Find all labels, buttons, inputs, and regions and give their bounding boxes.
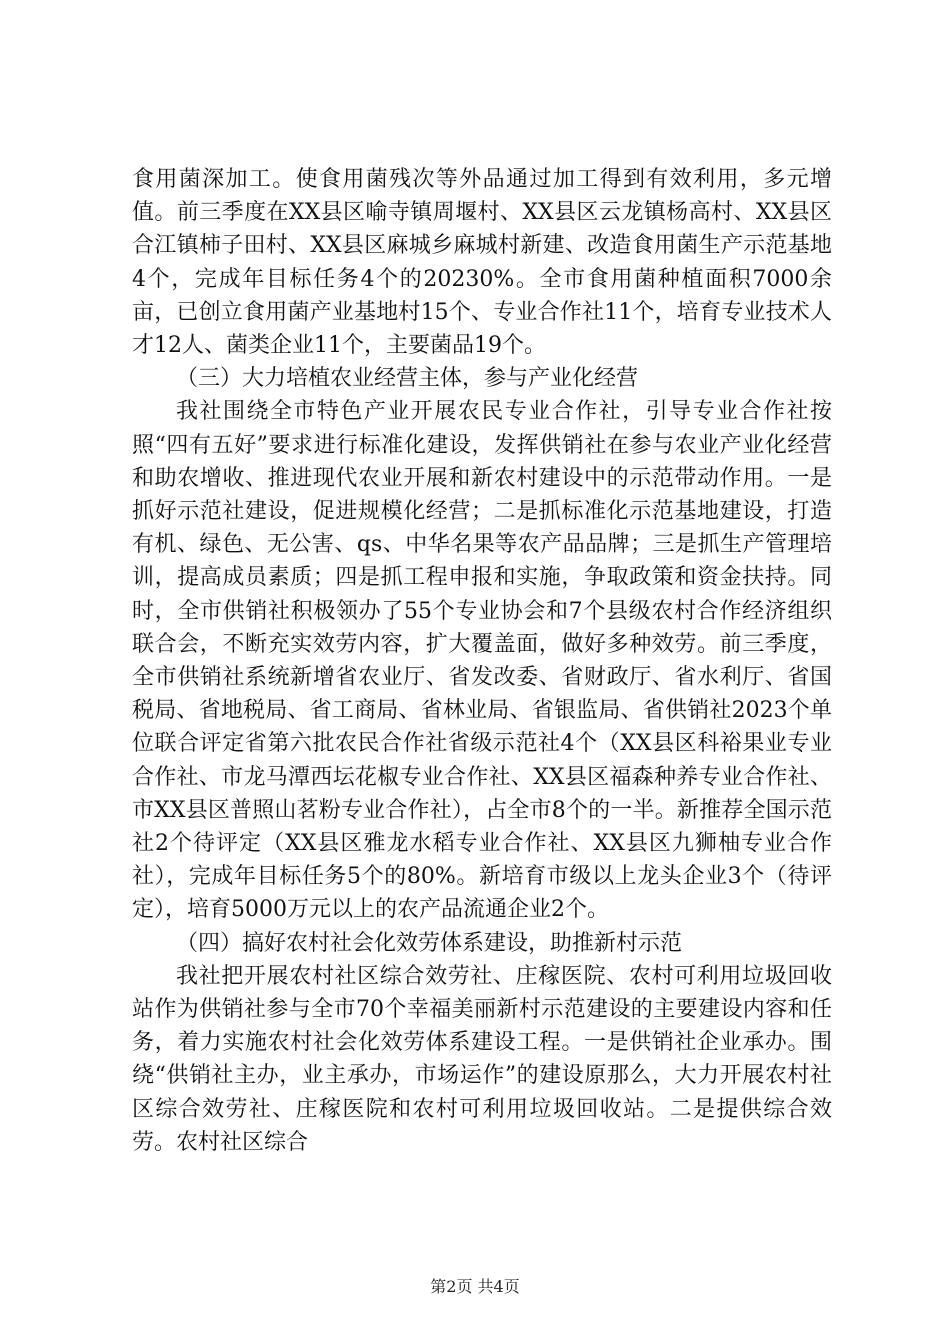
paragraph-cooperatives: 我社围绕全市特色产业开展农民专业合作社，引导专业合作社按照“四有五好”要求进行标准化建设，发挥供销社在参与农业产业化经营和助农增收、推进现代农业开展和新农村建设中的示范带动作用。一是抓好示范社建设，促进规模化经营；二是抓标准化示范基地建设，打造有机、绿色、无公害、qs、中华名果等农产品品牌；三是抓生产管理培训，提高成员素质；四是抓工程申报和实施，争取政策和资金扶持。同时，全市供销社积极领办了55个专业协会和7个县级农村合作经济组织联合会，不断充实效劳内容，扩大覆盖面，做好多种效劳。前三季度，全市供销社系统新增省农业厅、省发改委、省财政厅、省水利厅、省国税局、省地税局、省工商局、省林业局、省银监局、省供销社2023个单位联合评定省第六批农民合作社省级示范社4个（XX县区科裕果业专业合作社、市龙马潭西坛花椒专业合作社、XX县区福森种养专业合作社、市XX县区普照山茗粉专业合作社），占全市8个的一半。新推荐全国示范社2个待评定（XX县区雅龙水稻专业合作社、XX县区九狮柚专业合作社），完成年目标任务5个的80%。新培育市级以上龙头企业3个（待评定），培育5000万元以上的农产品流通企业2个。 xyxy=(132,399,832,923)
paragraph-mushroom-processing: 食用菌深加工。使食用菌残次等外品通过加工得到有效利用，多元增值。前三季度在XX县区喻寺镇周堰村、XX县区云龙镇杨高村、XX县区合江镇柿子田村、XX县区麻城乡麻城村新建、改造食用菌生产示范基地4个，完成年目标任务4个的20230%。全市食用菌种植面积7000余亩，已创立食用菌产业基地村15个、专业合作社11个，培育专业技术人才12人、菌类企业11个，主要菌品19个。 xyxy=(132,167,832,359)
document-body xyxy=(132,163,832,1159)
page-footer: 第2页 共4页 xyxy=(430,1277,520,1296)
section-heading-3: （三）大力培植农业经营主体，参与产业化经营 xyxy=(176,366,639,392)
section-heading-4: （四）搞好农村社会化效劳体系建设，助推新村示范 xyxy=(176,930,683,956)
paragraph-rural-services: 我社把开展农村社区综合效劳社、庄稼医院、农村可利用垃圾回收站作为供销社参与全市70个幸福美丽新村示范建设的主要建设内容和任务，着力实施农村社会化效劳体系建设工程。一是供销社企业承办。围绕“供销社主办，业主承办，市场运作”的建设原那么，大力开展农村社区综合效劳社、庄稼医院和农村可利用垃圾回收站。二是提供综合效劳。农村社区综合 xyxy=(132,963,832,1155)
